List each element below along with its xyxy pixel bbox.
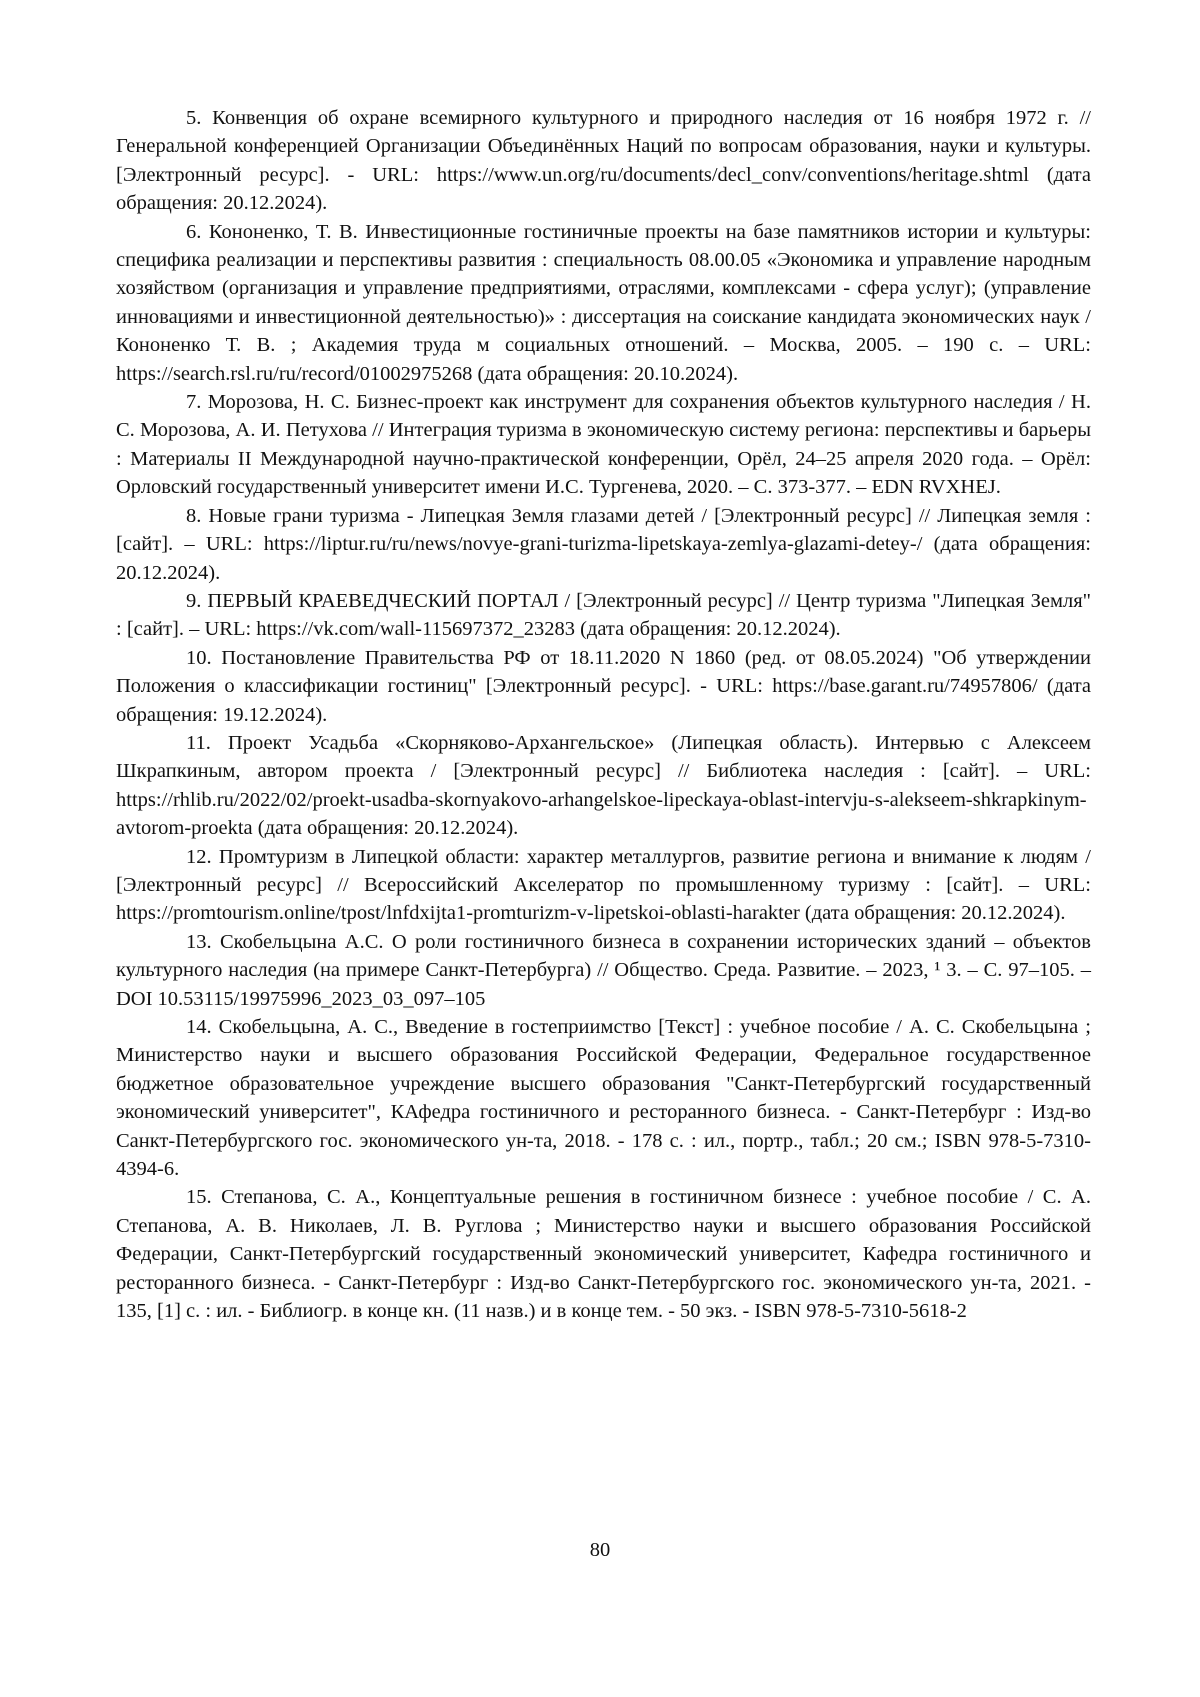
reference-entry: 9. ПЕРВЫЙ КРАЕВЕДЧЕСКИЙ ПОРТАЛ / [Электронный ресурс] // Центр туризма "Липецкая Земля" : [сайт]. – URL: https://vk.com/wall-115697372_23283 (дата обращения: 20.12.2024). [116,587,1091,644]
reference-list [116,104,1091,1325]
reference-entry: 14. Скобельцына, А. С., Введение в гостеприимство [Текст] : учебное пособие / А. С. Скобельцына ; Министерство науки и высшего образования Российской Федерации, Федеральное государственное бюджетное образовательное учреждение высшего образования "Санкт-Петербургский государственный экономический университет", КАфедра гостиничного и ресторанного бизнеса. - Санкт-Петербург : Изд-во Санкт-Петербургского гос. экономического ун-та, 2018. - 178 с. : ил., портр., табл.; 20 см.; ISBN 978-5-7310-4394-6. [116,1013,1091,1183]
reference-entry: 13. Скобельцына А.С. О роли гостиничного бизнеса в сохранении исторических зданий – объектов культурного наследия (на примере Санкт-Петербурга) // Общество. Среда. Развитие. – 2023, ¹ 3. – С. 97–105. – DOI 10.53115/19975996_2023_03_097–105 [116,928,1091,1013]
page-number: 80 [0,1536,1200,1564]
reference-entry: 10. Постановление Правительства РФ от 18.11.2020 N 1860 (ред. от 08.05.2024) "Об утверждении Положения о классификации гостиниц" [Электронный ресурс]. - URL: https://base.garant.ru/74957806/ (дата обращения: 19.12.2024). [116,644,1091,729]
reference-entry: 8. Новые грани туризма - Липецкая Земля глазами детей / [Электронный ресурс] // Липецкая земля : [сайт]. – URL: https://liptur.ru/ru/news/novye-grani-turizma-lipetskaya-zemlya-glazami-detey-/ (дата обращения: 20.12.2024). [116,502,1091,587]
reference-entry: 12. Промтуризм в Липецкой области: характер металлургов, развитие региона и внимание к людям / [Электронный ресурс] // Всероссийский Акселератор по промышленному туризму : [сайт]. – URL: https://promtourism.online/tpost/lnfdxijta1-promturizm-v-lipetskoi-oblasti-harakter (дата обращения: 20.12.2024). [116,843,1091,928]
reference-entry: 15. Степанова, С. А., Концептуальные решения в гостиничном бизнесе : учебное пособие / С. А. Степанова, А. В. Николаев, Л. В. Руглова ; Министерство науки и высшего образования Российской Федерации, Санкт-Петербургский государственный экономический университет, Кафедра гостиничного и ресторанного бизнеса. - Санкт-Петербург : Изд-во Санкт-Петербургского гос. экономического ун-та, 2021. - 135, [1] с. : ил. - Библиогр. в конце кн. (11 назв.) и в конце тем. - 50 экз. - ISBN 978-5-7310-5618-2 [116,1183,1091,1325]
reference-entry: 7. Морозова, Н. С. Бизнес-проект как инструмент для сохранения объектов культурного наследия / Н. С. Морозова, А. И. Петухова // Интеграция туризма в экономическую систему региона: перспективы и барьеры : Материалы II Международной научно-практической конференции, Орёл, 24–25 апреля 2020 года. – Орёл: Орловский государственный университет имени И.С. Тургенева, 2020. – С. 373-377. – EDN RVXHEJ. [116,388,1091,502]
reference-entry: 11. Проект Усадьба «Скорняково-Архангельское» (Липецкая область). Интервью с Алексеем Шкрапкиным, автором проекта / [Электронный ресурс] // Библиотека наследия : [сайт]. – URL: https://rhlib.ru/2022/02/proekt-usadba-skornyakovo-arhangelskoe-lipeckaya-oblast-intervju-s-alekseem-shkrapkinym-avtorom-proekta (дата обращения: 20.12.2024). [116,729,1091,843]
reference-entry: 6. Кононенко, Т. В. Инвестиционные гостиничные проекты на базе памятников истории и культуры: специфика реализации и перспективы развития : специальность 08.00.05 «Экономика и управление народным хозяйством (организация и управление предприятиями, отраслями, комплексами - сфера услуг); (управление инновациями и инвестиционной деятельностью)» : диссертация на соискание кандидата экономических наук / Кононенко Т. В. ; Академия труда м социальных отношений. – Москва, 2005. – 190 с. – URL: https://search.rsl.ru/ru/record/01002975268 (дата обращения: 20.10.2024). [116,218,1091,388]
reference-entry: 5. Конвенция об охране всемирного культурного и природного наследия от 16 ноября 1972 г. // Генеральной конференцией Организации Объединённых Наций по вопросам образования, науки и культуры. [Электронный ресурс]. - URL: https://www.un.org/ru/documents/decl_conv/conventions/heritage.shtml (дата обращения: 20.12.2024). [116,104,1091,218]
